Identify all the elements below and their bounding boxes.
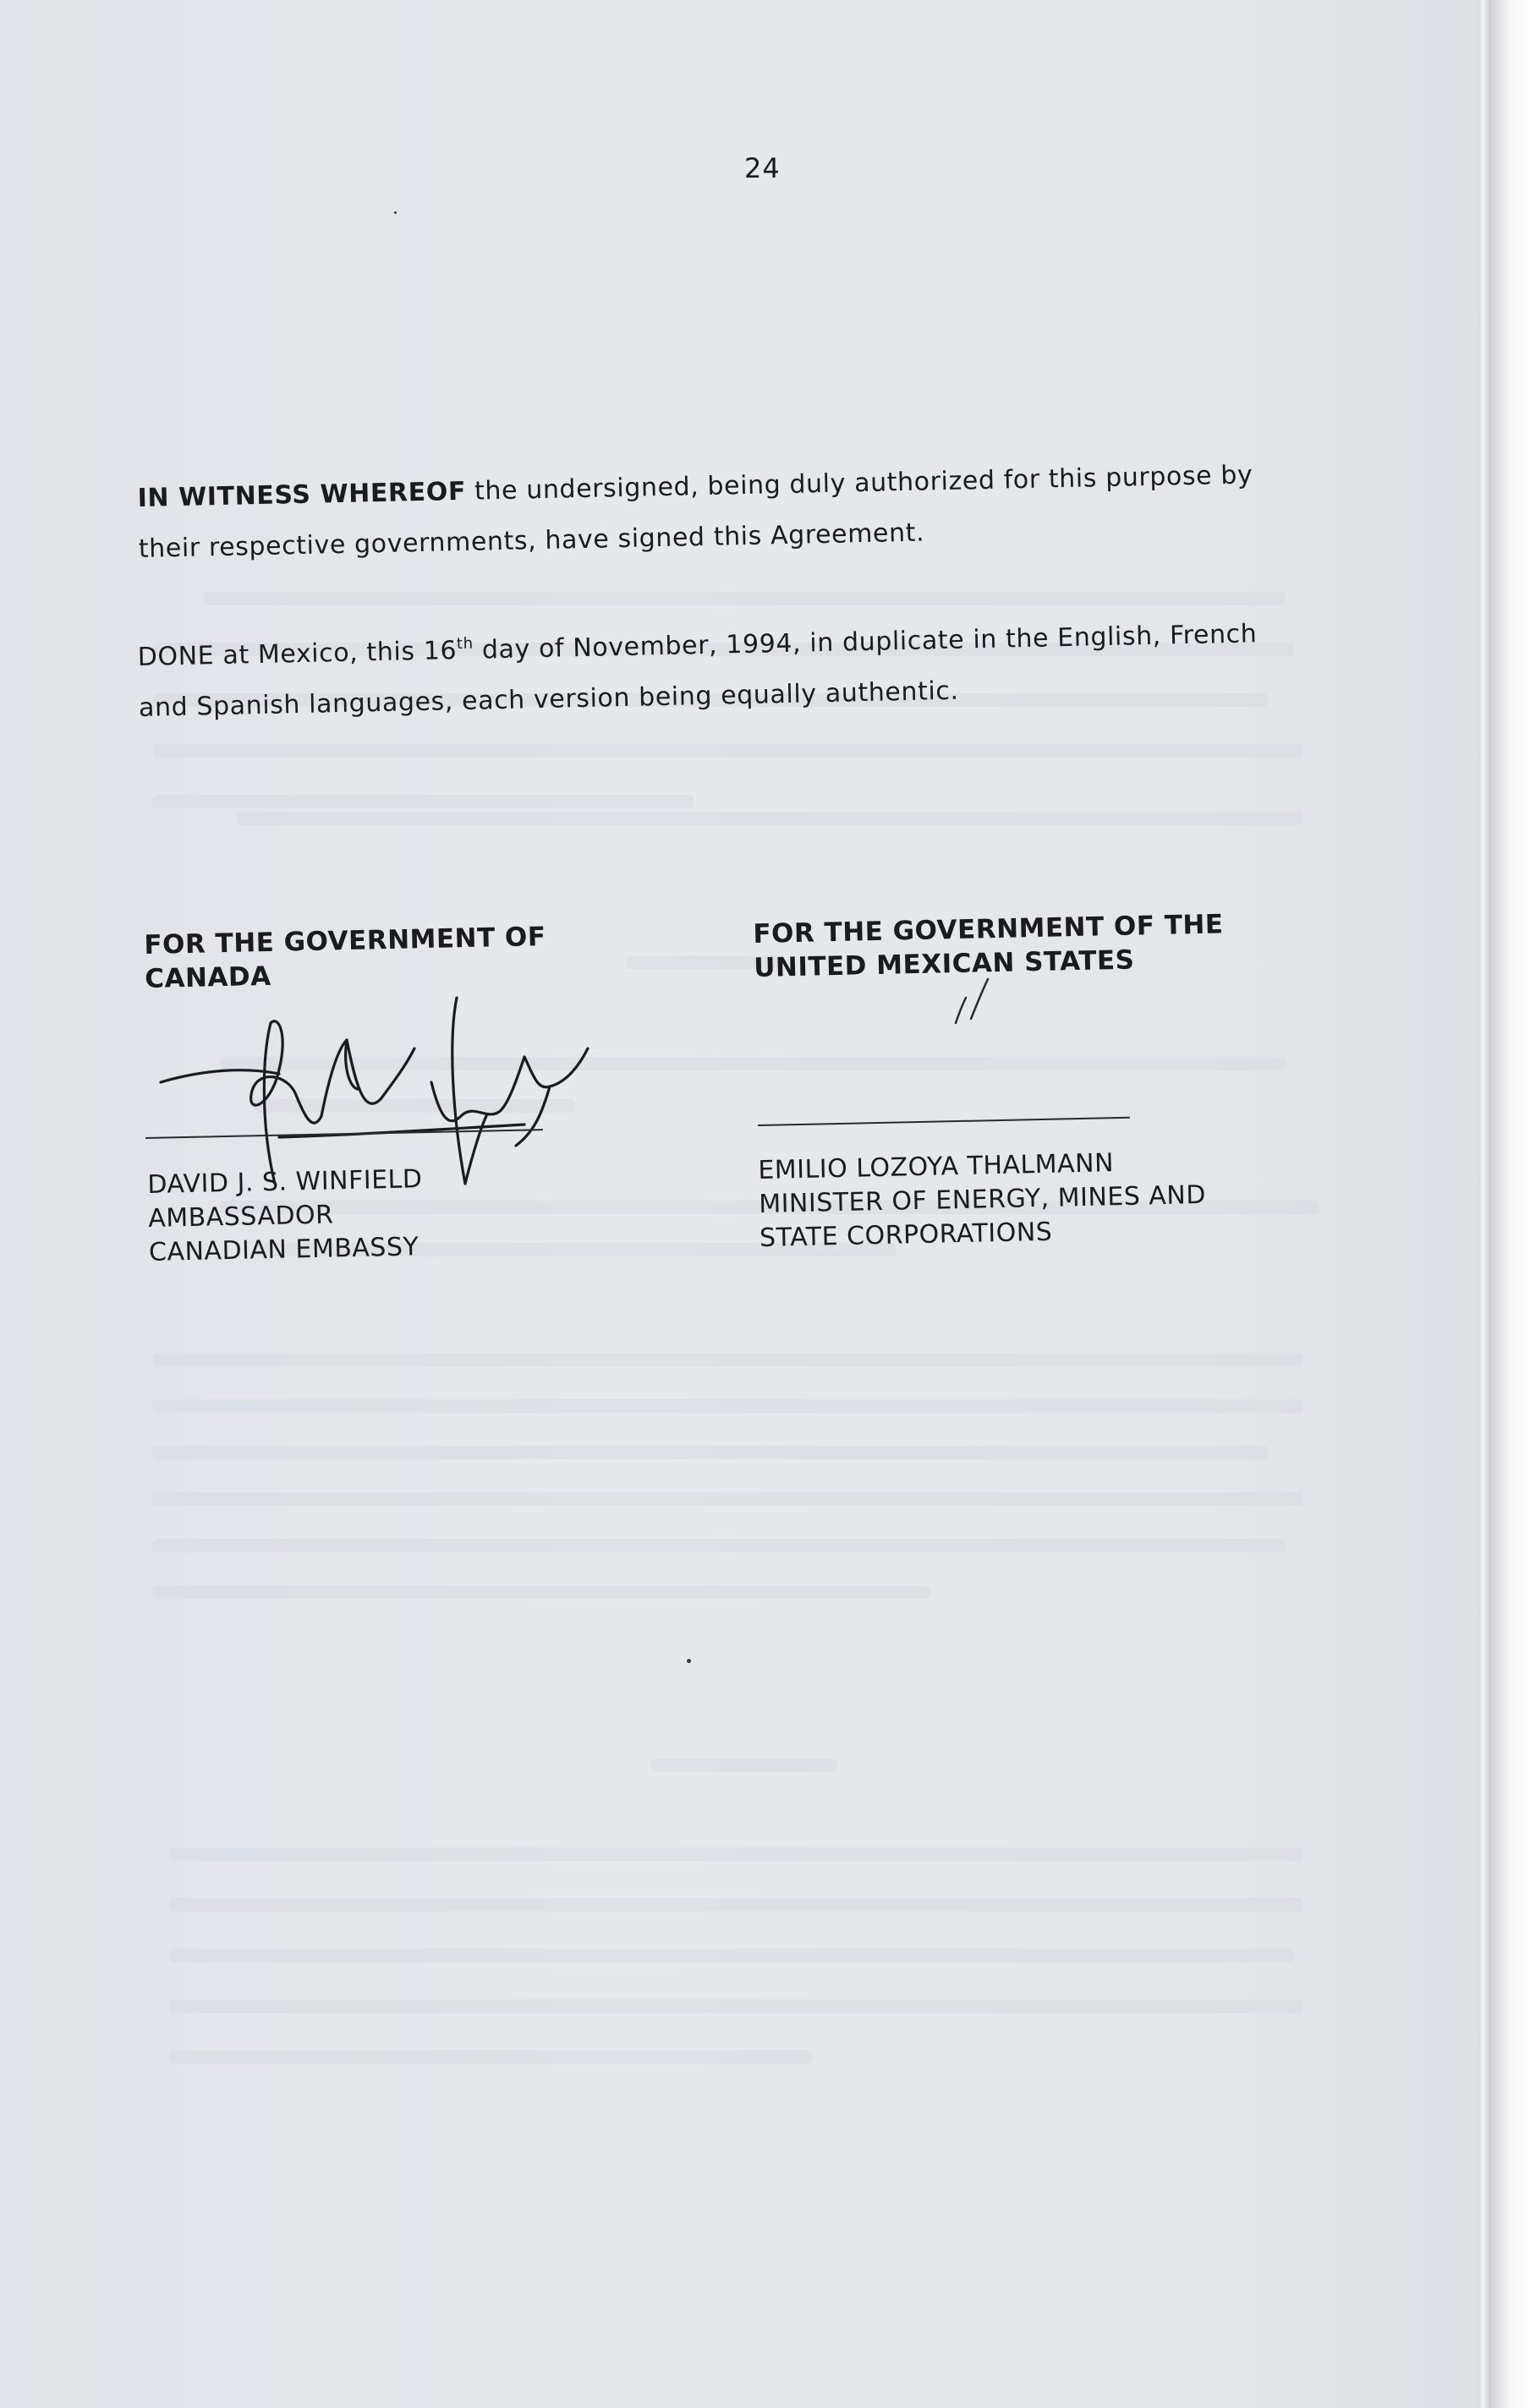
mexico-signatory-office: STATE CORPORATIONS <box>759 1217 1053 1253</box>
page-number: 24 <box>744 152 781 184</box>
canada-signatory-title: AMBASSADOR <box>147 1200 334 1234</box>
canada-signatory-block <box>147 1163 424 1270</box>
done-text-before: DONE at Mexico, this 16 <box>137 636 458 672</box>
mexico-signatory-name: EMILIO LOZOYA THALMANN <box>758 1148 1115 1185</box>
canada-signatory-name: DAVID J. S. WINFIELD <box>147 1164 423 1200</box>
done-text-after: day of November, 1994, in duplicate in the English, French and Spanish languages, each version being equally authentic. <box>138 619 1258 723</box>
page-edge <box>1478 0 1490 2408</box>
done-superscript: th <box>456 634 474 654</box>
mexico-signatory-block <box>758 1145 1207 1256</box>
mexico-signatory-title: MINISTER OF ENERGY, MINES AND <box>758 1179 1207 1219</box>
mexico-signature-mark <box>947 972 998 1032</box>
mexico-heading: FOR THE GOVERNMENT OF THE UNITED MEXICAN STATES <box>753 909 1224 983</box>
canada-heading: FOR THE GOVERNMENT OF CANADA <box>144 922 546 994</box>
paper-speck <box>394 211 397 214</box>
canada-signatory-office: CANADIAN EMBASSY <box>148 1232 420 1267</box>
background-margin <box>1490 0 1530 2408</box>
witness-text: the undersigned, being duly authorized for this purpose by their respective governments, have signed this Agreement. <box>138 460 1253 564</box>
paper-speck <box>687 1659 691 1663</box>
witness-lead: IN WITNESS WHEREOF <box>137 476 467 513</box>
